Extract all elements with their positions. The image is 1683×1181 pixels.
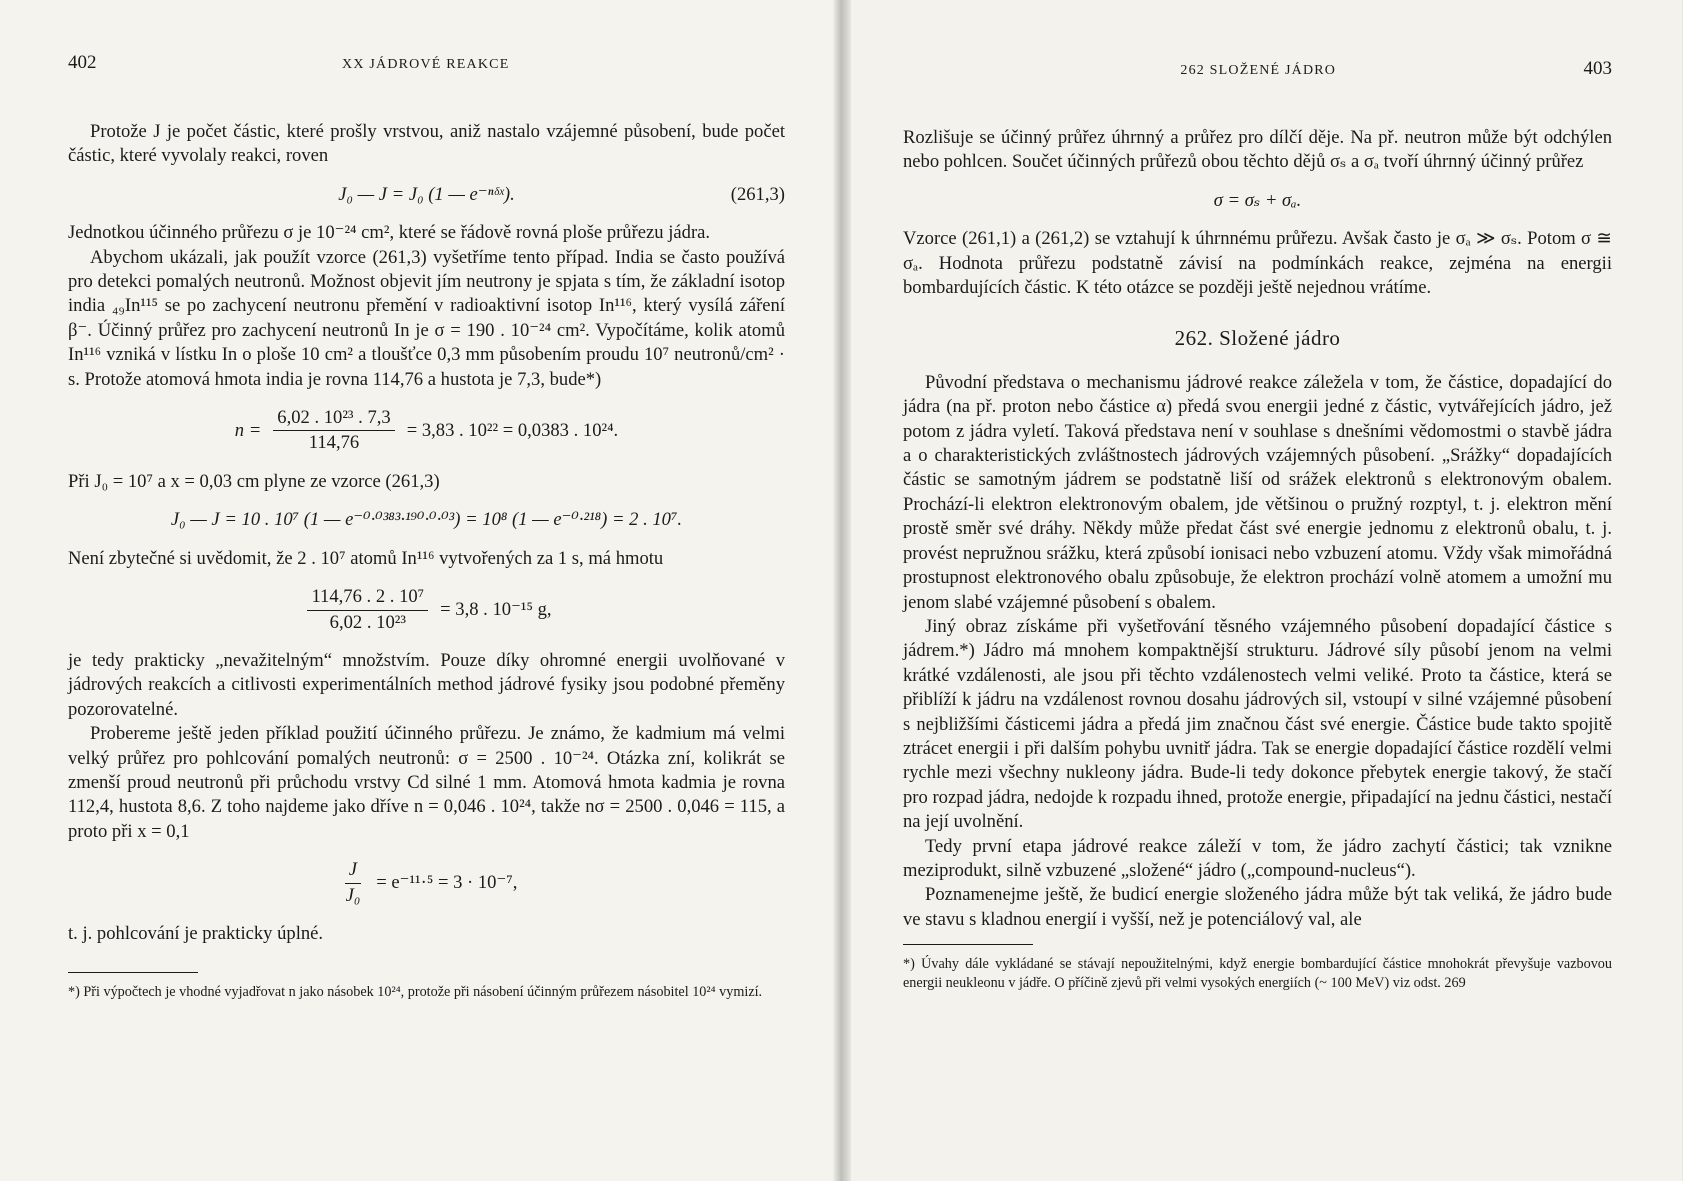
right-paragraph: Rozlišuje se účinný průřez úhrnný a průřez pro dílčí děje. Na př. neutron může být odchýlen nebo pohlcen. Součet účinných průřezů obou těchto dějů σₛ a σₐ tvoří úhrnný účinný průřez (903, 127, 1612, 173)
equation-ratio (68, 858, 785, 908)
equation-lhs: n = (234, 419, 262, 441)
fraction-denominator: 114,76 (308, 432, 360, 454)
equation-total (903, 189, 1612, 213)
right-running-title: 262 SLOŽENÉ JÁDRO (1180, 63, 1337, 78)
fraction-denominator: J₀ (345, 884, 361, 906)
equation-rhs: = 3,8 . 10⁻¹⁵ g, (440, 598, 552, 620)
right-paragraph: Jiný obraz získáme při vyšetřování těsného vzájemného působení dopadající částice s jádrem.*) Jádro má mnohem kompaktnější strukturu. Jádrové síly působí jenom na velmi krátké vzdálenosti, ale jsou při těchto vzdálenostech velmi veliké. Proto ta částice, která se přiblíží k jádru na vzdálenost rovnou dosahu jádrových sil, vstoupí v silné vzájemné působení s nejbližšími částicemi jádra a předá jim značnou část své energie. Částice bude takto spojitě ztrácet energii i při dalším pohybu uvnitř jádra. Tak se energie dopadající částice rozdělí velmi rychle mezi všechny nukleony jádra. Bude-li tedy dokonce přebytek energie takový, že stačí pro rozpad jádra, nedojde k rozpadu ihned, protože energie, připadající na jednu částici, nestačí na její uvolnění. (903, 615, 1612, 833)
left-running-title: XX JÁDROVÉ REAKCE (342, 57, 510, 72)
equation: J₀ — J = J₀ (1 — e⁻ⁿᵟˣ). (338, 183, 515, 205)
right-body (903, 126, 1612, 932)
equation-261-3 (68, 183, 785, 207)
fraction-denominator: 6,02 . 10²³ (329, 611, 406, 633)
left-paragraph: Protože J je počet částic, které prošly vrstvou, aniž nastalo vzájemné působení, bude počet částic, které vyvolaly reakci, roven (68, 121, 785, 167)
section-heading: 262. Složené jádro (1174, 326, 1341, 351)
left-paragraph: Probereme ještě jeden příklad použití účinného průřezu. Je známo, že kadmium má velmi velký průřez pro pohlcování pomalých neutronů: σ = 2500 . 10⁻²⁴. Otázka zní, kolikrát se zmenší proud neutronů při průchodu vrstvy Cd silné 1 mm. Atomová hmota kadmia je rovna 112,4, hustota 8,6. Z toho najdeme jako dříve n = 0,046 . 10²⁴, takže nσ = 2500 . 0,046 = 115, a proto při x = 0,1 (68, 723, 785, 842)
equation-rhs: = e⁻¹¹·⁵ = 3 · 10⁻⁷, (376, 871, 518, 893)
right-footnote: *) Úvahy dále vykládané se stávají nepoužitelnými, když energie bombardující částice mnohokrát převyšuje vazbovou energii neukleonu v jádře. O příčině zjevů při velmi vysokých energiích (~ 100 MeV) viz odst. 269 (903, 956, 1612, 992)
right-paragraph: Vzorce (261,1) a (261,2) se vztahují k úhrnnému průřezu. Avšak často je σₐ ≫ σₛ. Potom σ ≅ σₐ. Hodnota průřezu podstatně závisí na podmínkách reakce, zejména na energii bombardujících částic. K této otázce se později ještě nejednou vrátíme. (903, 228, 1612, 299)
right-paragraph: Poznamenejme ještě, že budicí energie složeného jádra může být tak veliká, že jádro bude ve stavu s kladnou energií i vyšší, než je potenciálový val, ale (903, 884, 1612, 930)
left-footnote: *) Při výpočtech je vhodné vyjadřovat n jako násobek 10²⁴, protože při násobení účinným průřezem násobitel 10²⁴ vymizí. (68, 984, 763, 1001)
fraction (273, 406, 394, 456)
equation-n (68, 406, 785, 456)
left-running-head (68, 52, 785, 86)
right-page-number: 403 (1583, 58, 1612, 79)
footnote-rule (903, 944, 1033, 945)
left-paragraph: Abychom ukázali, jak použít vzorce (261,3) vyšetříme tento případ. India se často používá pro detekci pomalých neutronů. Možnost objevit jím neutrony je spjata s tím, že základní isotop india ₄₉In¹¹⁵ se po zachycení neutronu přemění v radioaktivní isotop In¹¹⁶, který vysílá záření β⁻. Účinný průřez pro zachycení neutronů In je σ = 190 . 10⁻²⁴ cm². Vypočítáme, kolik atomů In¹¹⁶ vzniká v lístku In o ploše 10 cm² a tloušťce 0,3 mm působením proudu 10⁷ neutronů/cm² · s. Protože atomová hmota india je rovna 114,76 a hustota je 7,3, bude*) (68, 246, 785, 390)
equation-number: (261,3) (730, 183, 785, 205)
left-page (0, 0, 841, 1181)
fraction-numerator: 114,76 . 2 . 10⁷ (307, 585, 428, 610)
book-gutter (833, 0, 851, 1181)
left-paragraph: Není zbytečné si uvědomit, že 2 . 10⁷ atomů In¹¹⁶ vytvořených za 1 s, má hmotu (68, 547, 664, 569)
left-paragraph: je tedy prakticky „nevažitelným“ množstvím. Pouze díky ohromné energii uvolňované v jádrových reakcích a citlivosti experimentálních method jádrové fysiky jsou podobné přeměny pozorovatelné. (68, 649, 785, 720)
left-body (68, 120, 785, 946)
equation: σ = σₛ + σₐ. (1213, 189, 1302, 211)
right-paragraph: Původní představa o mechanismu jádrové reakce záležela v tom, že částice, dopadající do jádra (na př. proton nebo částice α) předá svou energii jedné z částic, vytvářejících jádro, jež potom z jádra vyletí. Taková představa není v souhlase s dnešními vědomostmi o stavbě jádra a o charakteristických zvláštnostech jádrových vzájemných působení. „Srážky“ dopadajících částic se samotným jádrem se podstatně liší od srážek elektronů s elektronovým obalem. Prochází-li elektron elektronovým obalem, jde většinou o pružný rozptyl, t. j. elektron mění prostě směr své dráhy. Někdy může předat část své energie jednomu z elektronů obalu, t. j. provést nepružnou srážku, která způsobí ionisaci nebo vzbuzení atomu. Vždy však mimořádná prostupnost elektronového obalu způsobuje, že elektron prochází volně atomem a umožní mu jenom slabé vzájemné působení s obalem. (903, 371, 1612, 613)
fraction (307, 585, 428, 635)
left-paragraph: Jednotkou účinného průřezu σ je 10⁻²⁴ cm², které se řádově rovná ploše průřezu jádra. (68, 222, 711, 244)
fraction-numerator: 6,02 . 10²³ . 7,3 (273, 406, 394, 431)
left-page-number: 402 (68, 52, 97, 73)
fraction (342, 858, 365, 908)
fraction-numerator: J (345, 858, 361, 883)
equation-mass (68, 585, 785, 635)
equation-j (68, 508, 785, 532)
right-paragraph: Tedy první etapa jádrové reakce záleží v tom, že jádro zachytí částici; tak vznikne meziprodukt, silně vzbuzené „složené“ jádro („compound-nucleus“). (903, 835, 1612, 881)
right-page (841, 0, 1682, 1181)
footnote-rule (68, 972, 198, 973)
left-paragraph: Při J₀ = 10⁷ a x = 0,03 cm plyne ze vzorce (261,3) (68, 470, 440, 492)
right-running-head (903, 58, 1612, 92)
left-paragraph: t. j. pohlcování je prakticky úplné. (68, 922, 324, 944)
equation: J₀ — J = 10 . 10⁷ (1 — e⁻⁰·⁰³⁸³·¹⁹⁰·⁰·⁰³) = 10⁸ (1 — e⁻⁰·²¹⁸) = 2 . 10⁷. (170, 509, 683, 531)
equation-rhs: = 3,83 . 10²² = 0,0383 . 10²⁴. (406, 419, 619, 441)
